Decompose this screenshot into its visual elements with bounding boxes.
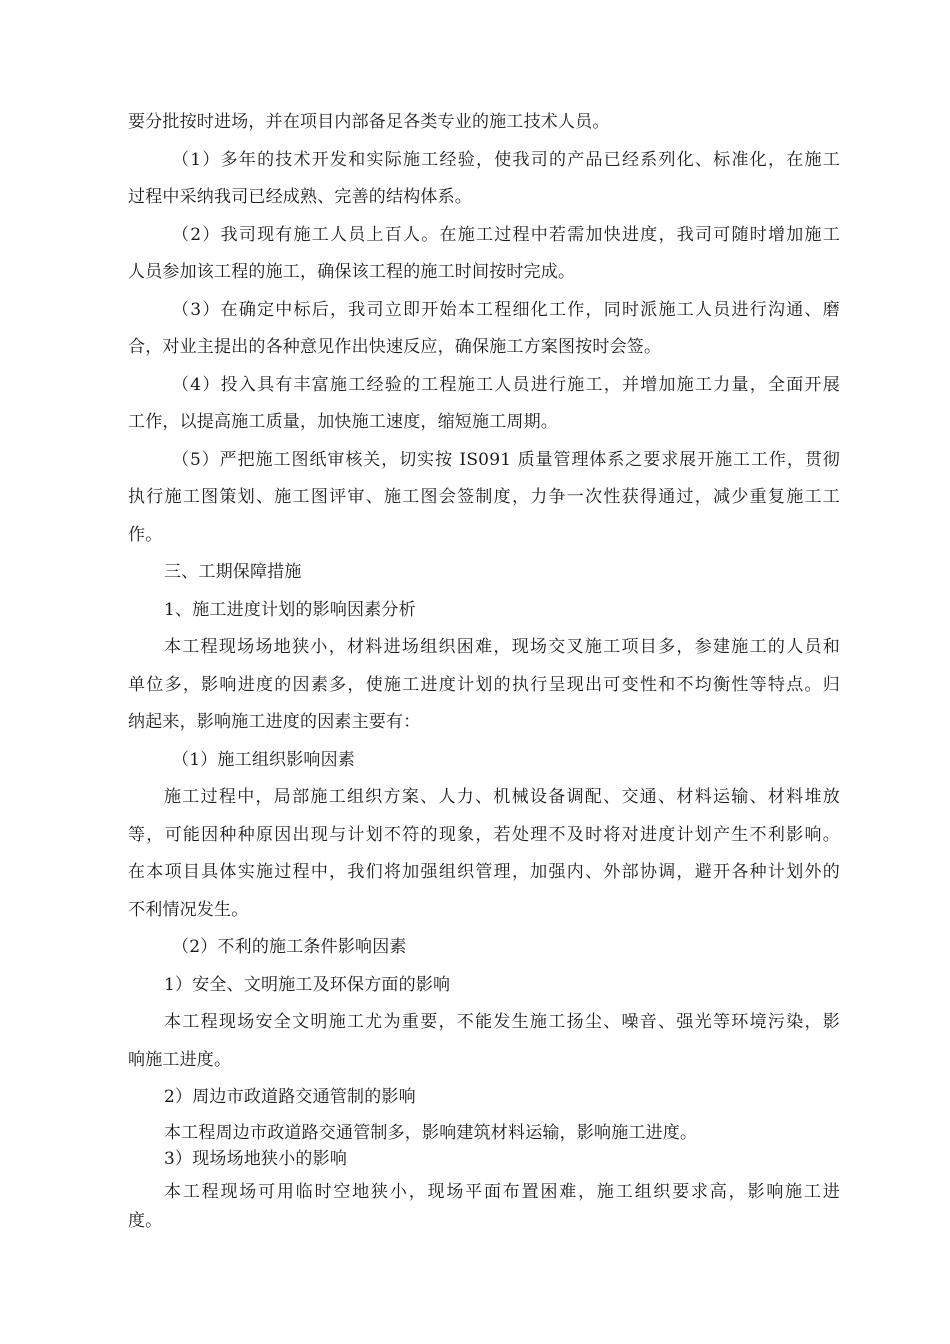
paragraph-line: 不利情况发生。 bbox=[128, 899, 249, 920]
sub-item-heading: 3）现场场地狭小的影响 bbox=[164, 1148, 348, 1169]
paragraph-line: 纳起来，影响施工进度的因素主要有： bbox=[128, 712, 421, 732]
paragraph-line: （1）多年的技术开发和实际施工经验，使我司的产品已经系列化、标准化，在施工 bbox=[172, 149, 840, 170]
paragraph-line: （2）我司现有施工人员上百人。在施工过程中若需加快进度，我司可随时增加施工 bbox=[172, 224, 840, 245]
paragraph-line: 度。 bbox=[128, 1211, 163, 1231]
paragraph-line: 施工过程中，局部施工组织方案、人力、机械设备调配、交通、材料运输、材料堆放 bbox=[164, 787, 840, 807]
paragraph-line: 人员参加该工程的施工，确保该工程的施工时间按时完成。 bbox=[128, 262, 576, 282]
paragraph-line: 本工程现场可用临时空地狭小，现场平面布置困难，施工组织要求高，影响施工进 bbox=[164, 1181, 840, 1202]
section-heading: 三、工期保障措施 bbox=[164, 562, 302, 582]
paragraph-line: 本工程现场场地狭小，材料进场组织困难，现场交叉施工项目多，参建施工的人员和 bbox=[164, 637, 840, 657]
paragraph-line: （5）严把施工图纸审核关，切实按 IS091 质量管理体系之要求展开施工工作，贯彻 bbox=[172, 449, 840, 470]
paragraph-line: 合，对业主提出的各种意见作出快速反应，确保施工方案图按时会签。 bbox=[128, 337, 662, 357]
item-heading: （1）施工组织影响因素 bbox=[172, 749, 356, 770]
paragraph-line: 等，可能因种种原因出现与计划不符的现象，若处理不及时将对进度计划产生不利影响。 bbox=[128, 824, 840, 845]
sub-item-heading: 1）安全、文明施工及环保方面的影响 bbox=[164, 974, 451, 995]
paragraph-line: 本工程周边市政道路交通管制多，影响建筑材料运输，影响施工进度。 bbox=[164, 1122, 698, 1143]
paragraph-line: 要分批按时进场，并在项目内部备足各类专业的施工技术人员。 bbox=[128, 112, 610, 132]
paragraph-line: 本工程现场安全文明施工尤为重要，不能发生施工扬尘、噪音、强光等环境污染，影 bbox=[164, 1012, 840, 1032]
item-heading: （2）不利的施工条件影响因素 bbox=[172, 937, 407, 957]
paragraph-line: 工作，以提高施工质量，加快施工速度，缩短施工周期。 bbox=[128, 412, 558, 432]
paragraph-line: （4）投入具有丰富施工经验的工程施工人员进行施工，并增加施工力量，全面开展 bbox=[172, 374, 840, 395]
paragraph-line: 在本项目具体实施过程中，我们将加强组织管理，加强内、外部协调，避开各种计划外的 bbox=[128, 862, 840, 882]
paragraph-line: 过程中采纳我司已经成熟、完善的结构体系。 bbox=[128, 187, 472, 207]
document-page bbox=[128, 104, 840, 1235]
paragraph-line: （3）在确定中标后，我司立即开始本工程细化工作，同时派施工人员进行沟通、磨 bbox=[172, 299, 840, 320]
sub-item-heading: 2）周边市政道路交通管制的影响 bbox=[164, 1087, 416, 1107]
subsection-heading: 1、施工进度计划的影响因素分析 bbox=[164, 599, 416, 620]
paragraph-line: 响施工进度。 bbox=[128, 1049, 232, 1070]
paragraph-line: 单位多，影响进度的因素多，使施工进度计划的执行呈现出可变性和不均衡性等特点。归 bbox=[128, 674, 840, 695]
paragraph-line: 作。 bbox=[128, 524, 163, 545]
paragraph-line: 执行施工图策划、施工图评审、施工图会签制度，力争一次性获得通过，减少重复施工工 bbox=[128, 487, 840, 507]
